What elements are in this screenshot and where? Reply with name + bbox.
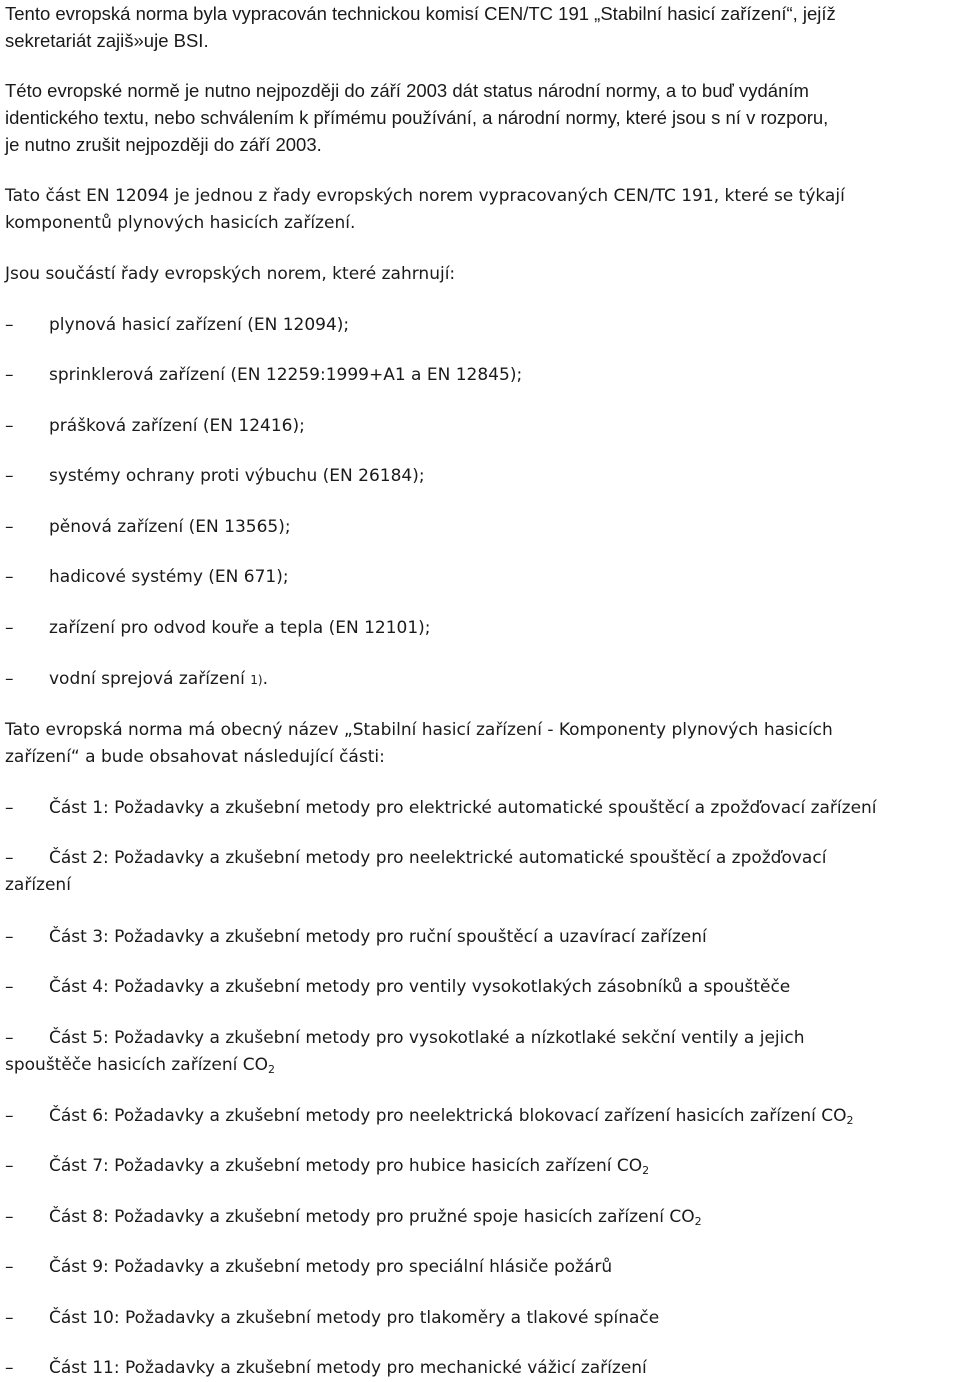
part-item: – Část 3: Požadavky a zkušební metody pro ruční spouštěcí a uzavírací zařízení (5, 924, 707, 951)
list-dash: – (5, 798, 14, 818)
intro-paragraph (5, 0, 836, 54)
list-dash: – (5, 848, 14, 868)
list-dash: – (5, 1257, 14, 1277)
part-item: – Část 11: Požadavky a zkušební metody pro mechanické vážicí zařízení (5, 1355, 647, 1382)
list-item: – systémy ochrany proti výbuchu (EN 26184); (5, 463, 425, 490)
list-item: – zařízení pro odvod kouře a tepla (EN 12101); (5, 615, 431, 642)
list-item: – sprinklerová zařízení (EN 12259:1999+A1 a EN 12845); (5, 362, 522, 389)
list-item: – plynová hasicí zařízení (EN 12094); (5, 312, 349, 339)
part-item: – Část 4: Požadavky a zkušební metody pro ventily vysokotlakých zásobníků a spouštěče (5, 974, 790, 1001)
footnote-reference: 1) (250, 673, 263, 687)
list-dash: – (5, 1106, 14, 1126)
part-item: – Část 10: Požadavky a zkušební metody pro tlakoměry a tlakové spínače (5, 1305, 659, 1332)
status-line-1: Této evropské normě je nutno nejpozději do září 2003 dát status národní normy, a to buď vydáním (5, 80, 809, 101)
list-dash: – (5, 315, 14, 335)
scope-paragraph (5, 183, 845, 237)
status-paragraph (5, 77, 828, 158)
intro-line-1: Tento evropská norma byla vypracován technickou komisí CEN/TC 191 „Stabilní hasicí zařízení“, jejíž (5, 3, 836, 24)
list-dash: – (5, 517, 14, 537)
list-dash: – (5, 669, 14, 689)
series-intro: Jsou součástí řady evropských norem, které zahrnují: (5, 264, 456, 284)
part-item: – Část 8: Požadavky a zkušební metody pro pružné spoje hasicích zařízení $CO_2$ (5, 1204, 702, 1231)
list-dash: – (5, 1308, 14, 1328)
list-dash: – (5, 1156, 14, 1176)
scope-line-1: Tato část EN 12094 je jednou z řady evropských norem vypracovaných CEN/TC 191, které se týkají (5, 186, 845, 206)
list-dash: – (5, 1207, 14, 1227)
list-dash: – (5, 365, 14, 385)
list-dash: – (5, 567, 14, 587)
title-line-1: Tato evropská norma má obecný název „Stabilní hasicí zařízení - Komponenty plynových hasicích (5, 720, 833, 740)
status-line-3: je nutno zrušit nejpozději do září 2003. (5, 134, 322, 155)
intro-line-2: sekretariát zajiš»uje BSI. (5, 30, 209, 51)
title-line-2: zařízení“ a bude obsahovat následující části: (5, 747, 385, 767)
list-item: – pěnová zařízení (EN 13565); (5, 514, 291, 541)
list-dash: – (5, 1028, 14, 1048)
list-dash: – (5, 618, 14, 638)
title-paragraph (5, 717, 833, 771)
part-item: – Část 7: Požadavky a zkušební metody pro hubice hasicích zařízení $CO_2$ (5, 1153, 649, 1180)
part-item: – Část 5: Požadavky a zkušební metody pro vysokotlaké a nízkotlaké sekční ventily a jejich spouštěče hasicích zařízení $CO_2$ (5, 1025, 805, 1079)
list-dash: – (5, 927, 14, 947)
list-dash: – (5, 977, 14, 997)
scope-line-2: komponentů plynových hasicích zařízení. (5, 213, 356, 233)
list-item: – hadicové systémy (EN 671); (5, 564, 289, 591)
part-item: – Část 2: Požadavky a zkušební metody pro neelektrické automatické spouštěcí a zpožďovací zařízení (5, 845, 826, 899)
status-line-2: identického textu, nebo schválením k přímému používání, a národní normy, které jsou s ní v rozporu, (5, 107, 829, 128)
list-item: – prášková zařízení (EN 12416); (5, 413, 305, 440)
list-dash: – (5, 1358, 14, 1378)
list-dash: – (5, 416, 14, 436)
part-item: – Část 1: Požadavky a zkušební metody pro elektrické automatické spouštěcí a zpožďovací zařízení (5, 795, 877, 822)
list-dash: – (5, 466, 14, 486)
list-item: – vodní sprejová zařízení 1). (5, 666, 268, 694)
part-item: – Část 6: Požadavky a zkušební metody pro neelektrická blokovací zařízení hasicích zařízení $CO_2$ (5, 1103, 854, 1130)
part-item: – Část 9: Požadavky a zkušební metody pro speciální hlásiče požárů (5, 1254, 612, 1281)
